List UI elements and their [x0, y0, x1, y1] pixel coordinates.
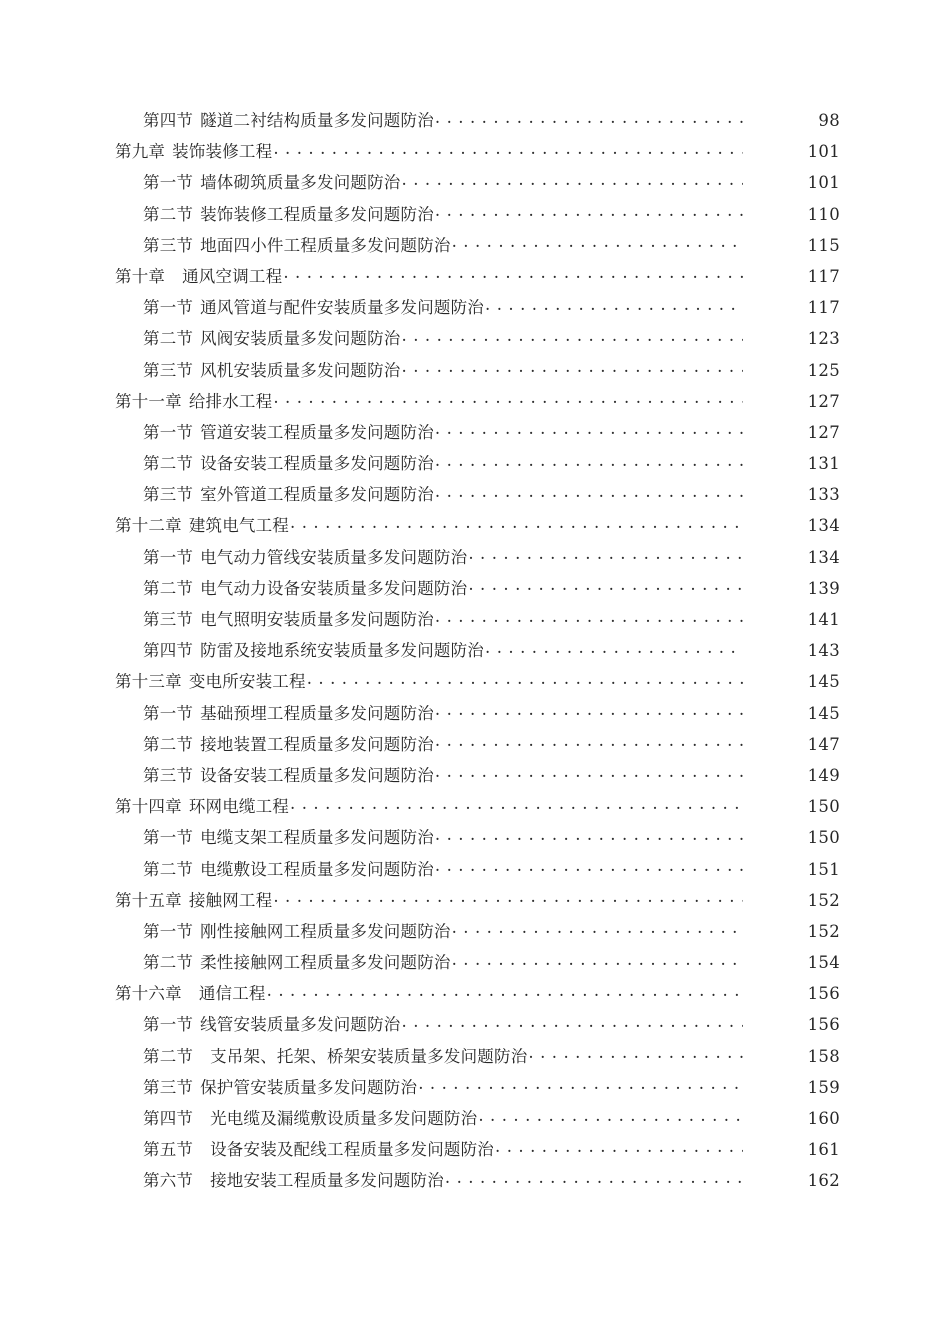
toc-dot-leader — [435, 421, 743, 438]
toc-dot-leader — [452, 234, 743, 251]
toc-entry-title — [115, 136, 272, 167]
toc-entry-label: 隧道二衬结构质量多发问题防治 — [200, 111, 434, 130]
toc-section-entry[interactable] — [0, 542, 950, 573]
toc-page-number: 149 — [807, 765, 840, 785]
toc-entry-label: 电缆敷设工程质量多发问题防治 — [200, 859, 434, 879]
toc-entry-title — [143, 1103, 477, 1134]
toc-section-entry[interactable] — [0, 854, 950, 885]
toc-entry-title — [143, 1072, 417, 1103]
toc-entry-title — [115, 978, 266, 1009]
toc-page-number: 125 — [807, 360, 840, 380]
toc-entry-number: 第十五章 — [115, 890, 182, 910]
toc-dot-leader — [528, 1045, 743, 1062]
toc-entry-title — [143, 167, 401, 198]
toc-entry-number: 第二节 — [143, 578, 194, 598]
toc-page-number: 145 — [807, 672, 840, 692]
toc-dot-leader — [273, 889, 743, 906]
toc-entry-title — [143, 635, 484, 666]
toc-page-number: 101 — [807, 173, 840, 193]
toc-page-number: 158 — [807, 1046, 840, 1066]
toc-page-number: 134 — [807, 516, 840, 536]
toc-entry-label: 设备安装工程质量多发问题防治 — [200, 454, 434, 474]
toc-dot-leader — [307, 671, 743, 688]
toc-dot-leader — [283, 265, 743, 282]
toc-section-entry[interactable] — [0, 230, 950, 261]
toc-page-number: 117 — [807, 298, 840, 318]
toc-page-number: 139 — [807, 578, 840, 598]
toc-entry-title — [143, 292, 484, 323]
toc-entry-title — [143, 573, 467, 604]
toc-section-entry[interactable] — [0, 1103, 950, 1134]
toc-dot-leader — [402, 172, 743, 189]
toc-entry-title — [143, 1165, 444, 1196]
toc-entry-label: 光电缆及漏缆敷设质量多发问题防治 — [210, 1109, 478, 1128]
toc-entry-title — [143, 323, 401, 354]
toc-page-number: 147 — [807, 734, 840, 754]
toc-entry-title — [143, 355, 401, 386]
toc-dot-leader — [435, 702, 743, 719]
toc-entry-label: 设备安装工程质量多发问题防治 — [200, 765, 434, 785]
toc-entry-number: 第十三章 — [115, 672, 182, 692]
toc-entry-number: 第十二章 — [115, 516, 182, 536]
toc-dot-leader — [290, 515, 743, 532]
toc-section-entry[interactable] — [0, 604, 950, 635]
toc-dot-leader — [273, 390, 743, 407]
toc-page-number: 162 — [807, 1171, 840, 1191]
toc-section-entry[interactable] — [0, 292, 950, 323]
toc-entry-number: 第二节 — [143, 953, 194, 973]
toc-dot-leader — [402, 328, 743, 345]
toc-page-number: 151 — [807, 859, 840, 879]
toc-entry-title — [115, 386, 272, 417]
toc-entry-title — [143, 199, 434, 230]
toc-page-number: 110 — [807, 204, 840, 224]
toc-entry-title — [143, 822, 434, 853]
toc-entry-number: 第二节 — [143, 734, 194, 754]
toc-section-entry[interactable] — [0, 1072, 950, 1103]
toc-page-number: 101 — [807, 142, 840, 162]
toc-entry-label: 线管安装质量多发问题防治 — [200, 1015, 401, 1035]
toc-chapter-entry[interactable] — [0, 386, 950, 417]
toc-entry-number: 第一节 — [143, 547, 194, 567]
toc-dot-leader — [468, 577, 743, 594]
toc-entry-label: 室外管道工程质量多发问题防治 — [200, 485, 434, 505]
toc-dot-leader — [435, 484, 743, 501]
toc-section-entry[interactable] — [0, 822, 950, 853]
toc-entry-number: 第一节 — [143, 921, 194, 941]
toc-dot-leader — [267, 983, 743, 1000]
toc-page-number: 159 — [807, 1077, 840, 1097]
toc-section-entry[interactable] — [0, 1134, 950, 1165]
toc-dot-leader — [485, 640, 743, 657]
toc-entry-number: 第五节 — [143, 1140, 194, 1160]
toc-dot-leader — [435, 733, 743, 750]
toc-entry-label: 电气照明安装质量多发问题防治 — [200, 610, 434, 629]
toc-section-entry[interactable] — [0, 947, 950, 978]
toc-entry-label: 通风管道与配件安装质量多发问题防治 — [200, 298, 485, 318]
toc-page-number: 98 — [818, 111, 840, 130]
toc-section-entry[interactable] — [0, 105, 950, 136]
toc-entry-label: 装饰装修工程 — [172, 142, 273, 162]
toc-section-entry[interactable] — [0, 323, 950, 354]
toc-section-entry[interactable] — [0, 417, 950, 448]
toc-entry-number: 第三节 — [143, 765, 194, 785]
toc-entry-label: 刚性接触网工程质量多发问题防治 — [200, 921, 451, 941]
toc-entry-title — [143, 542, 467, 573]
toc-page-number: 150 — [807, 797, 840, 817]
toc-entry-number: 第三节 — [143, 360, 194, 380]
toc-section-entry[interactable] — [0, 1041, 950, 1072]
toc-entry-title — [115, 885, 272, 916]
toc-entry-title — [143, 448, 434, 479]
toc-section-entry[interactable] — [0, 167, 950, 198]
toc-dot-leader — [435, 609, 743, 626]
toc-page-number: 141 — [807, 610, 840, 629]
toc-entry-title — [115, 510, 289, 541]
toc-entry-label: 装饰装修工程质量多发问题防治 — [200, 204, 434, 224]
toc-entry-label: 电气动力设备安装质量多发问题防治 — [200, 578, 468, 598]
toc-entry-label: 接地安装工程质量多发问题防治 — [210, 1171, 444, 1191]
toc-entry-label: 防雷及接地系统安装质量多发问题防治 — [200, 641, 485, 661]
toc-entry-number: 第十六章 — [115, 984, 182, 1004]
toc-dot-leader — [478, 1108, 743, 1125]
toc-dot-leader — [435, 453, 743, 470]
toc-entry-title — [143, 479, 434, 510]
toc-dot-leader — [418, 1076, 743, 1093]
toc-entry-number: 第一节 — [143, 703, 194, 723]
toc-dot-leader — [445, 1170, 743, 1187]
toc-dot-leader — [290, 796, 743, 813]
toc-entry-label: 环网电缆工程 — [188, 797, 290, 817]
toc-page-number: 154 — [807, 953, 840, 973]
toc-chapter-entry[interactable] — [0, 510, 950, 541]
toc-entry-label: 接地装置工程质量多发问题防治 — [200, 734, 434, 754]
toc-entry-number: 第一节 — [143, 828, 194, 848]
toc-dot-leader — [435, 110, 743, 127]
toc-dot-leader — [452, 920, 743, 937]
toc-entry-title — [143, 698, 434, 729]
toc-entry-number: 第九章 — [115, 142, 166, 162]
toc-page-number: 115 — [807, 235, 840, 255]
toc-chapter-entry[interactable] — [0, 261, 950, 292]
toc-dot-leader — [402, 359, 743, 376]
toc-dot-leader — [485, 297, 743, 314]
toc-entry-number: 第十四章 — [115, 797, 182, 817]
toc-entry-label: 风机安装质量多发问题防治 — [200, 360, 401, 380]
toc-entry-number: 第三节 — [143, 485, 194, 505]
toc-entry-label: 支吊架、托架、桥架安装质量多发问题防治 — [210, 1046, 528, 1066]
toc-entry-number: 第三节 — [143, 235, 194, 255]
toc-chapter-entry[interactable] — [0, 885, 950, 916]
toc-page-number: 156 — [807, 984, 840, 1004]
table-of-contents — [0, 105, 950, 1197]
toc-entry-label: 基础预埋工程质量多发问题防治 — [200, 703, 434, 723]
toc-entry-label: 风阀安装质量多发问题防治 — [200, 329, 401, 349]
toc-entry-number: 第四节 — [143, 1109, 194, 1128]
toc-entry-title — [143, 729, 434, 760]
toc-entry-title — [115, 666, 306, 697]
toc-dot-leader — [435, 203, 743, 220]
toc-entry-number: 第四节 — [143, 641, 194, 661]
toc-entry-title — [115, 791, 289, 822]
toc-entry-number: 第一节 — [143, 298, 194, 318]
toc-entry-title — [143, 105, 434, 136]
toc-section-entry[interactable] — [0, 916, 950, 947]
toc-entry-number: 第二节 — [143, 454, 194, 474]
toc-entry-number: 第二节 — [143, 1046, 194, 1066]
toc-page-number: 127 — [807, 422, 840, 442]
toc-entry-label: 建筑电气工程 — [188, 516, 290, 536]
toc-chapter-entry[interactable] — [0, 978, 950, 1009]
toc-dot-leader — [435, 858, 743, 875]
toc-section-entry[interactable] — [0, 448, 950, 479]
toc-dot-leader — [435, 827, 743, 844]
toc-entry-label: 保护管安装质量多发问题防治 — [200, 1077, 418, 1097]
toc-entry-title — [143, 1041, 527, 1072]
toc-page-number: 161 — [807, 1140, 840, 1160]
toc-page-number: 145 — [807, 703, 840, 723]
toc-dot-leader — [495, 1139, 743, 1156]
toc-page-number: 160 — [807, 1109, 840, 1128]
toc-page-number: 123 — [807, 329, 840, 349]
toc-entry-title — [143, 230, 451, 261]
toc-entry-number: 第十章 — [115, 266, 166, 286]
toc-section-entry[interactable] — [0, 479, 950, 510]
toc-entry-label: 接触网工程 — [188, 890, 273, 910]
toc-entry-label: 给排水工程 — [188, 391, 273, 411]
toc-entry-number: 第二节 — [143, 329, 194, 349]
toc-entry-number: 第四节 — [143, 111, 194, 130]
toc-page-number: 117 — [807, 266, 840, 286]
toc-page-number: 152 — [807, 921, 840, 941]
toc-entry-title — [143, 760, 434, 791]
toc-entry-number: 第二节 — [143, 859, 194, 879]
toc-chapter-entry[interactable] — [0, 791, 950, 822]
toc-page-number: 131 — [807, 454, 840, 474]
toc-entry-label: 柔性接触网工程质量多发问题防治 — [200, 953, 451, 973]
toc-page-number: 134 — [807, 547, 840, 567]
toc-chapter-entry[interactable] — [0, 666, 950, 697]
toc-entry-number: 第六节 — [143, 1171, 194, 1191]
toc-entry-number: 第二节 — [143, 204, 194, 224]
toc-chapter-entry[interactable] — [0, 136, 950, 167]
toc-page-number: 156 — [807, 1015, 840, 1035]
toc-page-number: 152 — [807, 890, 840, 910]
toc-dot-leader — [452, 952, 743, 969]
toc-entry-label: 地面四小件工程质量多发问题防治 — [200, 235, 451, 255]
toc-entry-label: 管道安装工程质量多发问题防治 — [200, 422, 434, 442]
toc-entry-title — [143, 604, 434, 635]
toc-section-entry[interactable] — [0, 698, 950, 729]
toc-entry-title — [143, 1134, 494, 1165]
toc-entry-number: 第一节 — [143, 1015, 194, 1035]
toc-dot-leader — [273, 141, 743, 158]
toc-entry-title — [143, 417, 434, 448]
toc-page-number: 150 — [807, 828, 840, 848]
toc-entry-label: 电缆支架工程质量多发问题防治 — [200, 828, 434, 848]
toc-page-number: 133 — [807, 485, 840, 505]
toc-entry-number: 第十一章 — [115, 391, 182, 411]
toc-section-entry[interactable] — [0, 635, 950, 666]
toc-entry-label: 电气动力管线安装质量多发问题防治 — [200, 547, 468, 567]
toc-entry-title — [143, 854, 434, 885]
toc-entry-number: 第一节 — [143, 173, 194, 193]
toc-dot-leader — [402, 1014, 743, 1031]
toc-section-entry[interactable] — [0, 355, 950, 386]
toc-section-entry[interactable] — [0, 1009, 950, 1040]
toc-dot-leader — [435, 764, 743, 781]
toc-page-number: 143 — [807, 641, 840, 661]
toc-section-entry[interactable] — [0, 199, 950, 230]
toc-entry-label: 通信工程 — [198, 984, 266, 1004]
toc-entry-number: 第三节 — [143, 610, 194, 629]
toc-entry-number: 第一节 — [143, 422, 194, 442]
toc-entry-label: 墙体砌筑质量多发问题防治 — [200, 173, 401, 193]
toc-dot-leader — [468, 546, 743, 563]
toc-entry-label: 设备安装及配线工程质量多发问题防治 — [210, 1140, 495, 1160]
toc-entry-label: 通风空调工程 — [182, 266, 283, 286]
toc-section-entry[interactable] — [0, 573, 950, 604]
toc-entry-label: 变电所安装工程 — [188, 672, 306, 692]
toc-entry-title — [143, 916, 451, 947]
toc-section-entry[interactable] — [0, 760, 950, 791]
toc-entry-number: 第三节 — [143, 1077, 194, 1097]
toc-entry-title — [143, 947, 451, 978]
toc-page-number: 127 — [807, 391, 840, 411]
toc-section-entry[interactable] — [0, 1165, 950, 1196]
toc-entry-title — [143, 1009, 401, 1040]
toc-section-entry[interactable] — [0, 729, 950, 760]
toc-entry-title — [115, 261, 282, 292]
